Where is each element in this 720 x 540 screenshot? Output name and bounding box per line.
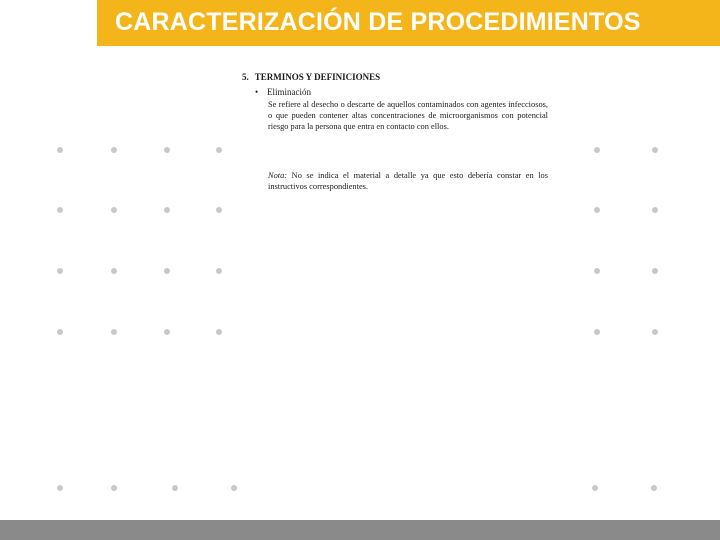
note-label: Nota: — [268, 171, 288, 180]
note-text: No se indica el material a detalle ya que esto debería constar en los instructivos correspondientes. — [268, 171, 549, 192]
decor-dot — [164, 268, 170, 274]
decor-dot — [594, 329, 600, 335]
document-excerpt — [238, 66, 556, 196]
decor-dot — [172, 485, 178, 491]
decor-dot — [594, 207, 600, 213]
note-paragraph — [268, 170, 548, 192]
decor-dot — [652, 268, 658, 274]
decor-dot — [231, 485, 237, 491]
decor-dot — [216, 147, 222, 153]
decor-dot — [592, 485, 598, 491]
decor-dot — [57, 329, 63, 335]
title-bar — [97, 0, 720, 46]
section-number: 5. — [242, 72, 249, 82]
decor-dot — [111, 485, 117, 491]
decor-dot — [57, 485, 63, 491]
decor-dot — [594, 268, 600, 274]
decor-dot — [652, 147, 658, 153]
decor-dot — [57, 147, 63, 153]
decor-dot — [216, 268, 222, 274]
decor-dot — [594, 147, 600, 153]
decor-dot — [57, 207, 63, 213]
decor-dot — [111, 268, 117, 274]
decor-dot — [164, 207, 170, 213]
term-item — [255, 87, 311, 97]
bullet-icon: • — [255, 87, 259, 97]
decor-dot — [216, 207, 222, 213]
decor-dot — [652, 207, 658, 213]
section-title: TERMINOS Y DEFINICIONES — [254, 72, 381, 82]
decor-dot — [651, 485, 657, 491]
decor-dot — [652, 329, 658, 335]
term-label: Eliminación — [267, 87, 311, 97]
slide-title: CARACTERIZACIÓN DE PROCEDIMIENTOS — [115, 8, 641, 36]
footer-bar — [0, 520, 720, 540]
decor-dot — [216, 329, 222, 335]
decor-dot — [111, 147, 117, 153]
decor-dot — [164, 147, 170, 153]
term-definition: Se refiere al desecho o descarte de aquellos contaminados con agentes infecciosos, o que pueden contener altas concentraciones de microorganismos con potencial riesgo para la persona que entra en contacto con ellos. — [268, 100, 548, 132]
decor-dot — [111, 207, 117, 213]
section-heading — [242, 72, 380, 82]
decor-dot — [111, 329, 117, 335]
decor-dot — [57, 268, 63, 274]
decor-dot — [164, 329, 170, 335]
